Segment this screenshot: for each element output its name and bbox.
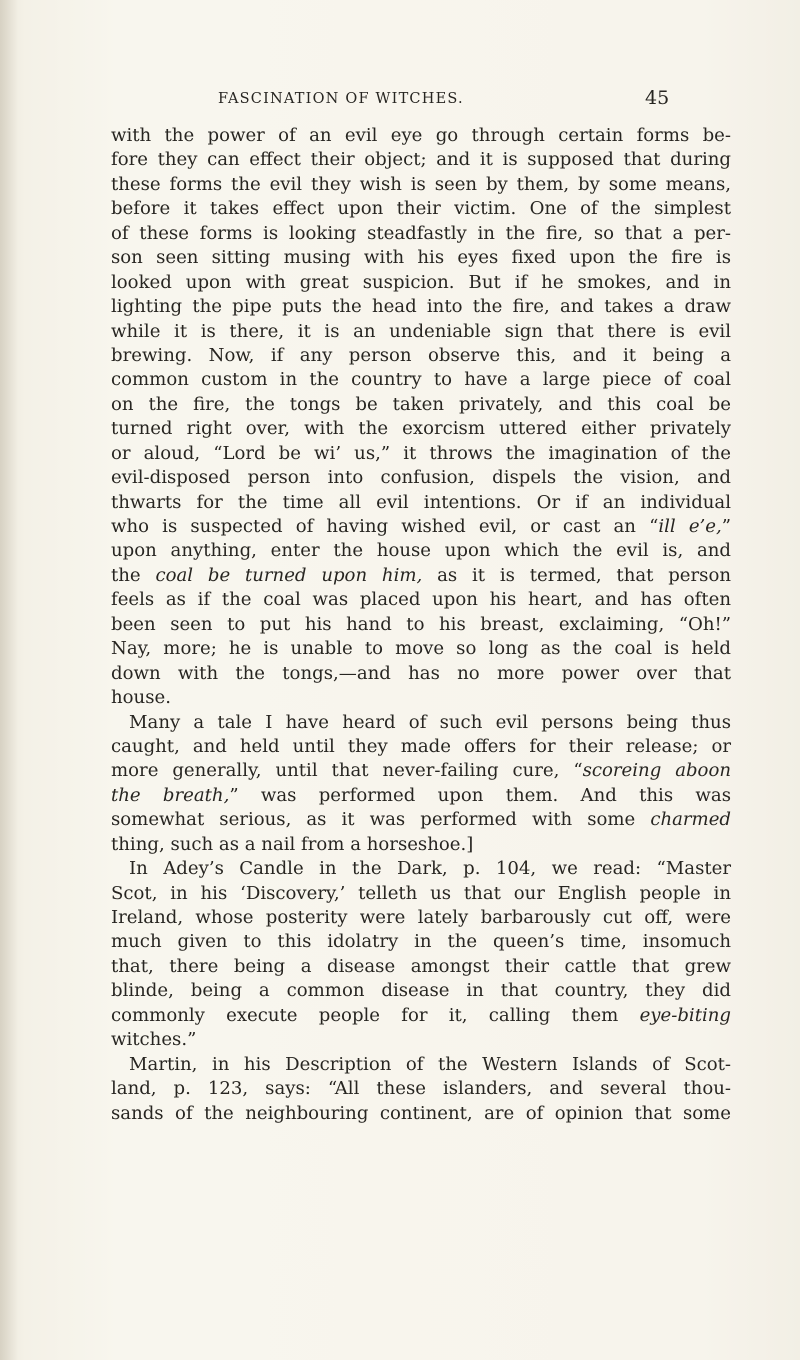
text-line: looked upon with great suspicion. But if he smokes, and in [111,271,731,293]
text-line: caught, and held until they made offers for their release; or [111,735,731,757]
text-line: thing, such as a nail from a horseshoe.] [111,833,474,855]
text-line: on the fire, the tongs be taken privately, and this coal be [111,393,731,415]
text-line: with the power of an evil eye go through certain forms be- [111,125,731,146]
text-line: before it takes effect upon their victim. One of the simplest [111,198,731,220]
text-line: sands of the neighbouring continent, are of opinion that some [111,1102,731,1124]
running-head [0,88,800,118]
page-number: 45 [645,87,670,109]
text-line: Nay, more; he is unable to move so long as the coal is held [111,638,731,660]
text-line: In Adey’s Candle in the Dark, p. 104, we read: “Master [129,858,731,880]
text-line: Scot, in his ‘Discovery,’ telleth us that our English people in [111,882,731,904]
text-line: Many a tale I have heard of such evil persons being thus [129,711,731,733]
text-line: house. [111,687,171,709]
text-line: down with the tongs,—and has no more power over that [111,662,731,684]
text-line: that, there being a disease amongst their cattle that grew [111,955,731,977]
text-line: of these forms is looking steadfastly in the fire, so that a per- [111,222,731,244]
text-line: been seen to put his hand to his breast, exclaiming, “Oh!” [111,613,731,635]
text-line: while it is there, it is an undeniable sign that there is evil [111,320,731,342]
text-line: or aloud, “Lord be wi’ us,” it throws the imagination of the [111,442,731,464]
body-text [111,124,731,1126]
text-line: brewing. Now, if any person observe this, and it being a [111,344,731,366]
text-line: upon anything, enter the house upon which the evil is, and [111,540,731,562]
running-title: FASCINATION OF WITCHES. [218,91,464,107]
text-line: common custom in the country to have a large piece of coal [111,369,731,391]
text-line: evil-disposed person into confusion, dispels the vision, and [111,467,731,489]
text-line: these forms the evil they wish is seen by them, by some means, [111,173,731,195]
text-line: Martin, in his Description of the Western Islands of Scot- [129,1053,731,1075]
text-line: more generally, until that never-failing cure, “scoreing aboon [111,760,731,782]
text-line: blinde, being a common disease in that country, they did [111,980,731,1002]
text-line: commonly execute people for it, calling them eye-biting [111,1004,731,1026]
text-line: the coal be turned upon him, as it is termed, that person [111,564,731,586]
text-line: somewhat serious, as it was performed with some charmed [111,809,731,831]
text-line: turned right over, with the exorcism uttered either privately [111,418,731,440]
text-line: son seen sitting musing with his eyes fixed upon the fire is [111,247,731,269]
text-line: land, p. 123, says: “All these islanders, and several thou- [111,1078,731,1100]
text-line: who is suspected of having wished evil, or cast an “ill e’e,” [111,516,731,537]
text-line: Ireland, whose posterity were lately barbarously cut off, were [111,907,731,928]
text-line: feels as if the coal was placed upon his heart, and has often [111,589,731,611]
binding-gutter-shadow [0,0,18,1360]
text-line: witches.” [111,1029,197,1051]
text-line: thwarts for the time all evil intentions. Or if an individual [111,491,731,513]
text-line: much given to this idolatry in the queen’s time, insomuch [111,931,731,953]
text-line: fore they can effect their object; and it is supposed that during [111,149,731,171]
text-line: the breath,” was performed upon them. And this was [111,784,731,806]
text-line: lighting the pipe puts the head into the fire, and takes a draw [111,296,731,318]
